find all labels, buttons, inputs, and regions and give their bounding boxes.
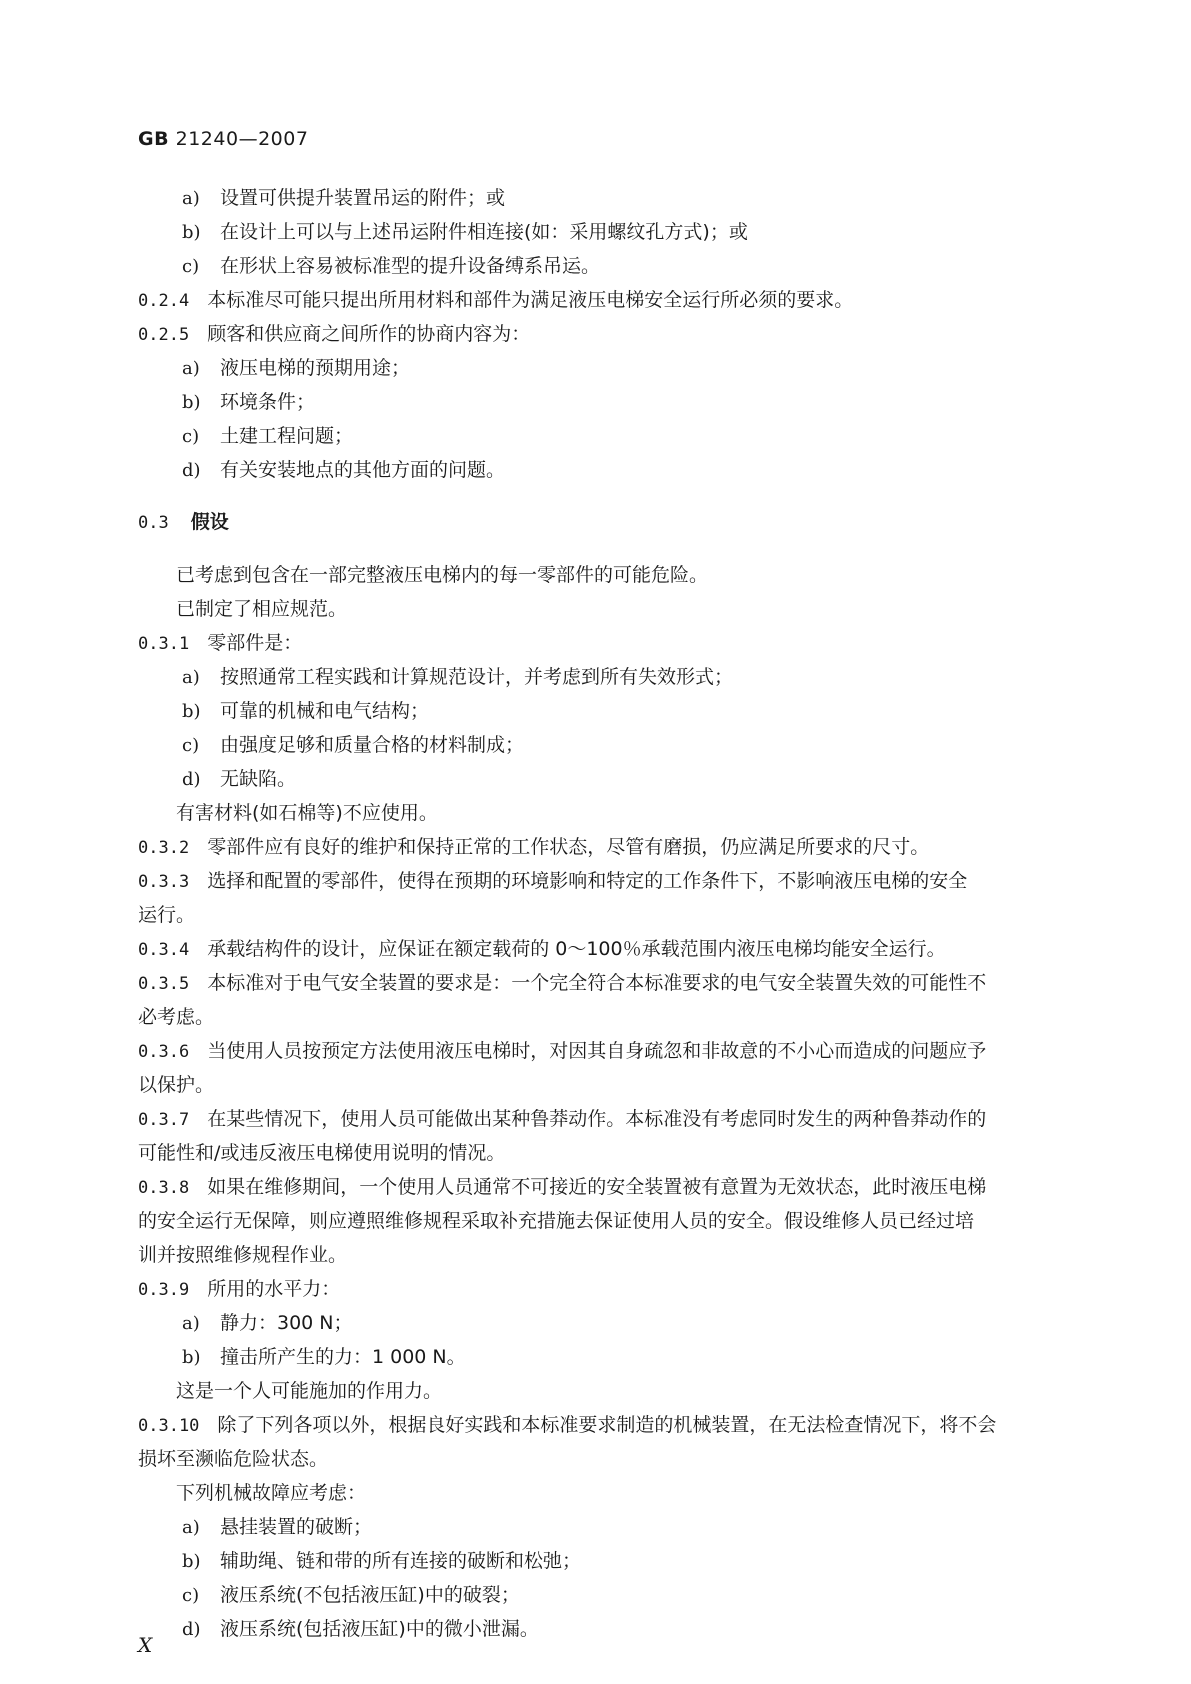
list-item: a) 静力：300 N； xyxy=(182,1312,353,1334)
list-item: b) 辅助绳、链和带的所有连接的破断和松弛； xyxy=(182,1550,582,1572)
clause-0-3-8: 0.3.8 如果在维修期间，一个使用人员通常不可接近的安全装置被有意置为无效状态，此时液压电梯 xyxy=(138,1176,987,1198)
clause-0-3-4: 0.3.4 承载结构件的设计，应保证在额定载荷的 0～100％承载范围内液压电梯均能安全运行。 xyxy=(138,938,946,960)
list-item: c) 土建工程问题； xyxy=(182,425,354,447)
standard-code: GB xyxy=(138,128,170,150)
page-content xyxy=(138,181,1058,1646)
clause-0-3-9: 0.3.9 所用的水平力： xyxy=(138,1278,341,1300)
clause-continuation: 训并按照维修规程作业。 xyxy=(138,1244,348,1266)
clause-continuation: 运行。 xyxy=(138,904,196,926)
list-item: c) 液压系统(不包括液压缸)中的破裂； xyxy=(182,1584,520,1606)
list-item: b) 环境条件； xyxy=(182,391,316,413)
page-number: X xyxy=(138,1633,153,1657)
paragraph: 下列机械故障应考虑： xyxy=(176,1482,367,1504)
clause-0-2-4: 0.2.4 本标准尽可能只提出所用材料和部件为满足液压电梯安全运行所必须的要求。 xyxy=(138,289,854,311)
clause-0-3-2: 0.3.2 零部件应有良好的维护和保持正常的工作状态，尽管有磨损，仍应满足所要求的尺寸。 xyxy=(138,836,930,858)
list-item: a) 悬挂装置的破断； xyxy=(182,1516,373,1538)
clause-continuation: 损坏至濒临危险状态。 xyxy=(138,1448,329,1470)
paragraph: 这是一个人可能施加的作用力。 xyxy=(176,1380,443,1402)
paragraph: 有害材料(如石棉等)不应使用。 xyxy=(176,802,438,824)
list-item: a) 按照通常工程实践和计算规范设计，并考虑到所有失效形式； xyxy=(182,666,734,688)
page-header xyxy=(138,128,308,150)
list-item: d) 无缺陷。 xyxy=(182,768,297,790)
clause-0-3-10: 0.3.10 除了下列各项以外，根据良好实践和本标准要求制造的机械装置，在无法检查情况下，将不会 xyxy=(138,1414,997,1436)
clause-0-3-7: 0.3.7 在某些情况下，使用人员可能做出某种鲁莽动作。本标准没有考虑同时发生的两种鲁莽动作的 xyxy=(138,1108,987,1130)
clause-continuation: 可能性和/或违反液压电梯使用说明的情况。 xyxy=(138,1142,506,1164)
clause-0-3-3: 0.3.3 选择和配置的零部件，使得在预期的环境影响和特定的工作条件下，不影响液压电梯的安全 xyxy=(138,870,968,892)
list-item: b) 撞击所产生的力：1 000 N。 xyxy=(182,1346,466,1368)
list-item: b) 在设计上可以与上述吊运附件相连接(如：采用螺纹孔方式)；或 xyxy=(182,221,748,243)
clause-continuation: 以保护。 xyxy=(138,1074,215,1096)
clause-continuation: 的安全运行无保障，则应遵照维修规程采取补充措施去保证使用人员的安全。假设维修人员已经过培 xyxy=(138,1210,975,1232)
clause-0-3-1: 0.3.1 零部件是： xyxy=(138,632,303,654)
clause-0-2-5: 0.2.5 顾客和供应商之间所作的协商内容为： xyxy=(138,323,531,345)
list-item: b) 可靠的机械和电气结构； xyxy=(182,700,430,722)
list-item: a) 设置可供提升装置吊运的附件；或 xyxy=(182,187,506,209)
list-item: c) 在形状上容易被标准型的提升设备缚系吊运。 xyxy=(182,255,601,277)
list-item: d) 有关安装地点的其他方面的问题。 xyxy=(182,459,506,481)
paragraph: 已制定了相应规范。 xyxy=(176,598,348,620)
standard-number: 21240—2007 xyxy=(175,128,309,150)
list-item: c) 由强度足够和质量合格的材料制成； xyxy=(182,734,525,756)
clause-0-3-6: 0.3.6 当使用人员按预定方法使用液压电梯时，对因其自身疏忽和非故意的不小心而造成的问题应予 xyxy=(138,1040,987,1062)
clause-0-3-5: 0.3.5 本标准对于电气安全装置的要求是：一个完全符合本标准要求的电气安全装置失效的可能性不 xyxy=(138,972,987,994)
section-heading-0-3: 0.3 假设 xyxy=(138,511,229,533)
list-item: a) 液压电梯的预期用途； xyxy=(182,357,411,379)
list-item: d) 液压系统(包括液压缸)中的微小泄漏。 xyxy=(182,1618,539,1640)
paragraph: 已考虑到包含在一部完整液压电梯内的每一零部件的可能危险。 xyxy=(176,564,709,586)
clause-continuation: 必考虑。 xyxy=(138,1006,215,1028)
